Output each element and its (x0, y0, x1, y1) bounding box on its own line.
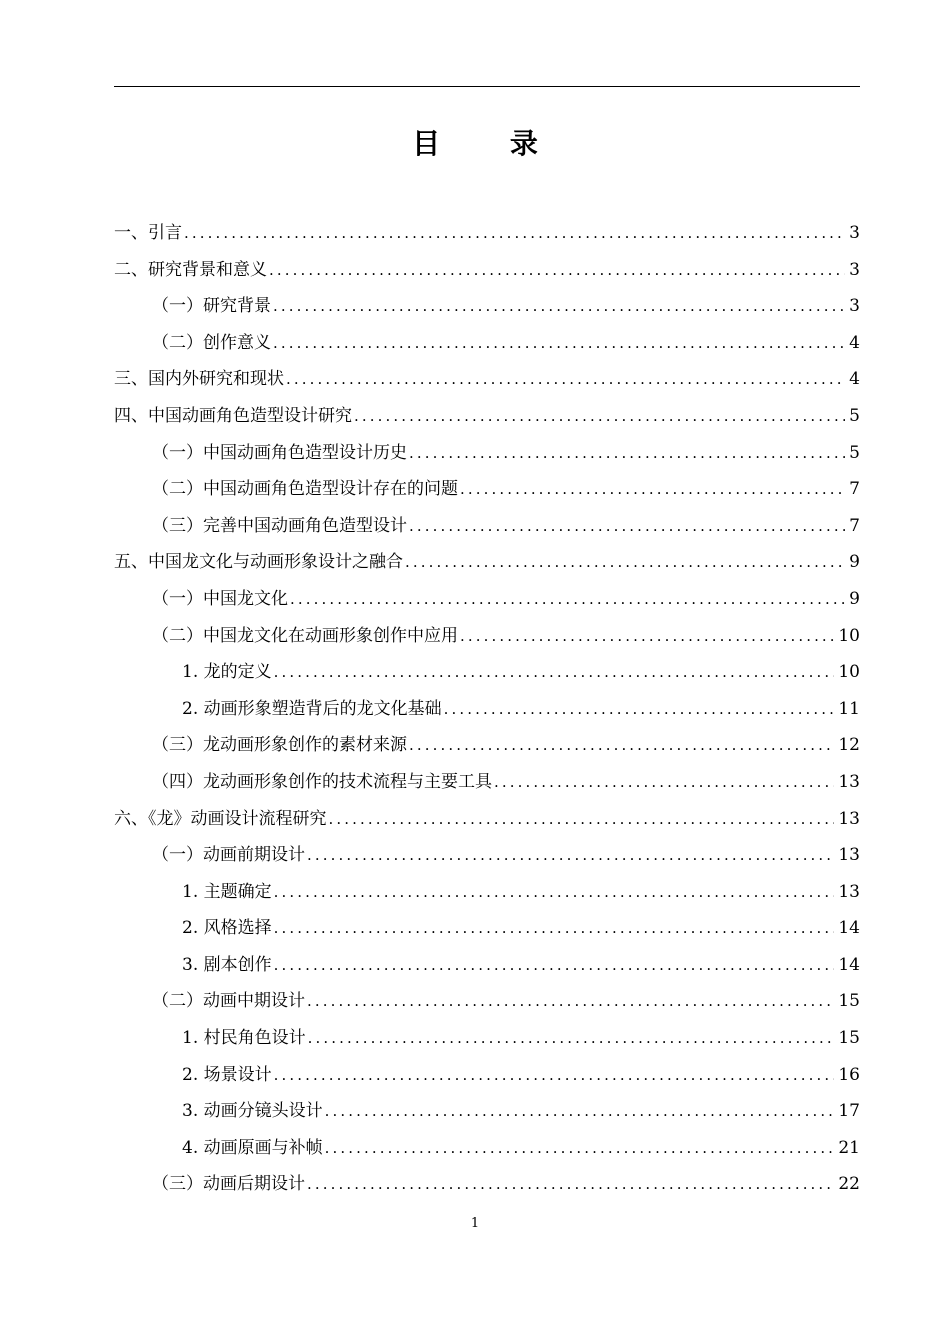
toc-leader-dots (274, 654, 835, 691)
toc-entry-label: 1. 村民角色设计 (182, 1028, 306, 1049)
toc-leader-dots (494, 764, 834, 801)
toc-entry-label: 3. 剧本创作 (182, 954, 272, 975)
toc-entry[interactable] (114, 325, 860, 362)
toc-entry[interactable] (114, 398, 860, 435)
toc-entry-page: 9 (849, 552, 860, 573)
toc-entry[interactable] (114, 654, 860, 691)
toc-entry-label: 2. 风格选择 (182, 918, 272, 939)
toc-leader-dots (460, 471, 845, 508)
toc-entry-label: 四、中国动画角色造型设计研究 (114, 405, 352, 426)
toc-entry-page: 3 (849, 296, 860, 317)
toc-leader-dots (354, 398, 845, 435)
toc-entry-page: 3 (849, 259, 860, 280)
toc-entry[interactable] (114, 983, 860, 1020)
toc-leader-dots (274, 1057, 835, 1094)
toc-entry-page: 17 (838, 1101, 860, 1122)
toc-leader-dots (308, 1020, 835, 1057)
toc-entry-page: 16 (838, 1064, 860, 1085)
toc-entry-label: 六、《龙》动画设计流程研究 (114, 808, 327, 829)
toc-leader-dots (290, 581, 845, 618)
toc-leader-dots (273, 288, 845, 325)
toc-entry[interactable] (114, 618, 860, 655)
toc-entry[interactable] (114, 1130, 860, 1167)
toc-entry-label: 2. 动画形象塑造背后的龙文化基础 (182, 698, 442, 719)
toc-entry-label: 三、国内外研究和现状 (114, 369, 284, 390)
toc-leader-dots (444, 691, 835, 728)
toc-entry-label: 2. 场景设计 (182, 1064, 272, 1085)
toc-entry-label: 4. 动画原画与补帧 (182, 1137, 323, 1158)
toc-entry[interactable] (114, 215, 860, 252)
toc-entry[interactable] (114, 910, 860, 947)
toc-leader-dots (274, 947, 835, 984)
toc-leader-dots (409, 727, 834, 764)
toc-entry[interactable] (114, 288, 860, 325)
toc-entry-page: 5 (849, 442, 860, 463)
toc-entry-page: 3 (849, 223, 860, 243)
toc-entry-page: 10 (838, 625, 860, 646)
toc-entry-label: 五、中国龙文化与动画形象设计之融合 (114, 552, 403, 573)
toc-entry-label: （一）动画前期设计 (152, 845, 305, 866)
toc-entry-page: 15 (838, 991, 860, 1012)
toc-entry-page: 4 (849, 369, 860, 390)
toc-leader-dots (286, 361, 845, 398)
toc-leader-dots (409, 435, 845, 472)
toc-entry-page: 14 (838, 918, 860, 939)
toc-entry[interactable] (114, 1020, 860, 1057)
toc-entry-page: 9 (849, 588, 860, 609)
toc-leader-dots (405, 544, 845, 581)
toc-entry-label: （一）中国动画角色造型设计历史 (152, 442, 407, 463)
toc-entry[interactable] (114, 435, 860, 472)
toc-leader-dots (307, 1166, 834, 1203)
toc-entry-label: 一、引言 (114, 223, 182, 243)
toc-leader-dots (460, 618, 834, 655)
toc-leader-dots (269, 252, 845, 289)
toc-entry[interactable] (114, 508, 860, 545)
toc-entry-label: （一）研究背景 (152, 296, 271, 317)
toc-entry-page: 13 (838, 808, 860, 829)
toc-entry[interactable] (114, 691, 860, 728)
toc-entry[interactable] (114, 801, 860, 838)
toc-leader-dots (325, 1130, 835, 1167)
toc-entry[interactable] (114, 581, 860, 618)
toc-entry-label: （三）动画后期设计 (152, 1174, 305, 1195)
toc-leader-dots (307, 837, 834, 874)
toc-entry-page: 22 (838, 1174, 860, 1195)
toc-entry[interactable] (114, 471, 860, 508)
toc-entry-label: 3. 动画分镜头设计 (182, 1101, 323, 1122)
toc-entry-page: 21 (838, 1137, 860, 1158)
table-of-contents (114, 215, 860, 1203)
toc-entry-page: 4 (849, 332, 860, 353)
toc-leader-dots (274, 910, 835, 947)
toc-leader-dots (325, 1093, 835, 1130)
toc-entry-page: 13 (838, 881, 860, 902)
toc-entry[interactable] (114, 361, 860, 398)
toc-entry[interactable] (114, 544, 860, 581)
toc-leader-dots (329, 801, 835, 838)
toc-entry[interactable] (114, 1057, 860, 1094)
toc-entry[interactable] (114, 764, 860, 801)
toc-leader-dots (307, 983, 834, 1020)
toc-entry-label: 二、研究背景和意义 (114, 259, 267, 280)
toc-entry-page: 11 (838, 698, 860, 719)
toc-entry-label: 1. 龙的定义 (182, 662, 272, 683)
toc-entry-page: 10 (838, 662, 860, 683)
toc-entry[interactable] (114, 252, 860, 289)
toc-entry[interactable] (114, 1166, 860, 1203)
toc-entry-label: （四）龙动画形象创作的技术流程与主要工具 (152, 771, 492, 792)
toc-entry-page: 5 (849, 405, 860, 426)
toc-leader-dots (184, 215, 845, 252)
toc-entry-page: 15 (838, 1028, 860, 1049)
toc-entry-label: （二）中国动画角色造型设计存在的问题 (152, 479, 458, 500)
toc-entry-label: （一）中国龙文化 (152, 588, 288, 609)
toc-entry-label: 1. 主题确定 (182, 881, 272, 902)
toc-entry-page: 7 (849, 479, 860, 500)
toc-entry-label: （二）中国龙文化在动画形象创作中应用 (152, 625, 458, 646)
toc-entry-label: （三）龙动画形象创作的素材来源 (152, 735, 407, 756)
toc-entry[interactable] (114, 837, 860, 874)
toc-leader-dots (273, 325, 845, 362)
toc-entry-page: 12 (838, 735, 860, 756)
header-rule (114, 86, 860, 87)
page-title: 目 录 (412, 127, 568, 160)
toc-entry-page: 13 (838, 771, 860, 792)
toc-entry-label: （二）动画中期设计 (152, 991, 305, 1012)
toc-entry-label: （二）创作意义 (152, 332, 271, 353)
page-number: 1 (470, 1216, 480, 1231)
toc-entry[interactable] (114, 947, 860, 984)
toc-leader-dots (409, 508, 845, 545)
toc-entry[interactable] (114, 1093, 860, 1130)
toc-entry[interactable] (114, 874, 860, 911)
toc-entry-page: 14 (838, 954, 860, 975)
toc-entry-label: （三）完善中国动画角色造型设计 (152, 515, 407, 536)
toc-entry-page: 7 (849, 515, 860, 536)
toc-entry-page: 13 (838, 845, 860, 866)
toc-leader-dots (274, 874, 835, 911)
toc-entry[interactable] (114, 727, 860, 764)
